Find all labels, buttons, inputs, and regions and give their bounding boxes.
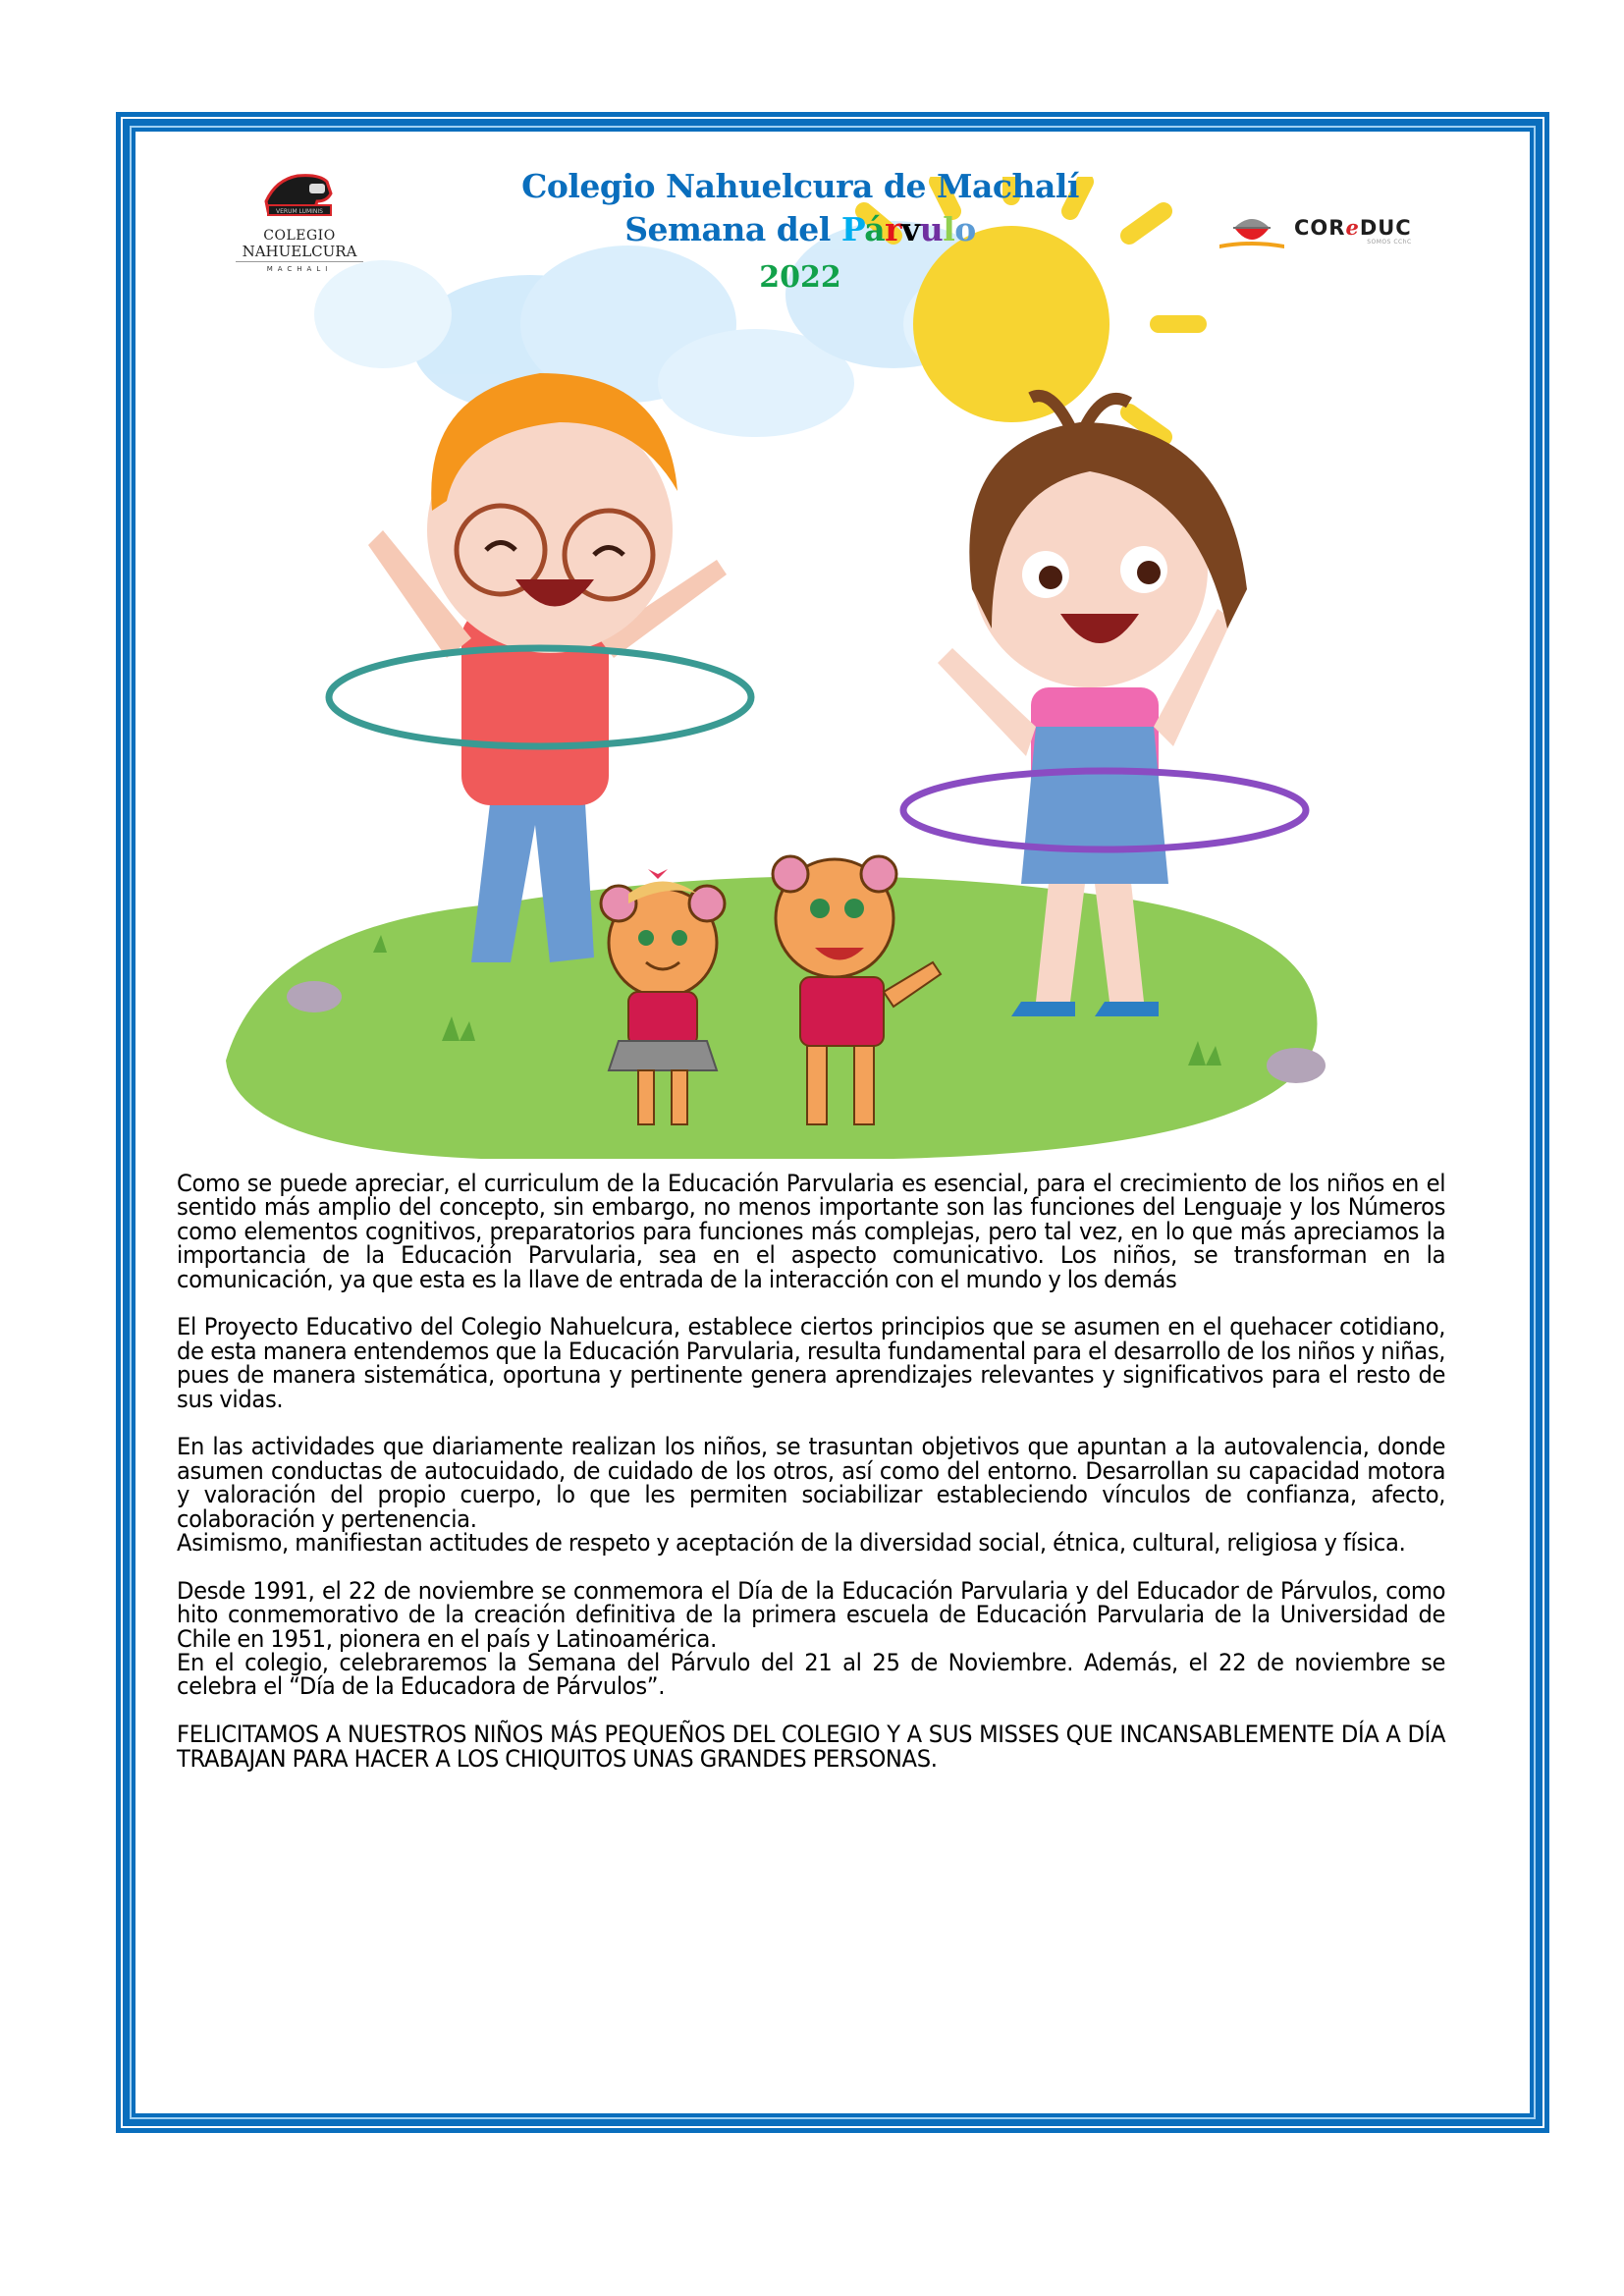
title-colored-letter: á [864, 210, 886, 248]
title-colored-letter: u [919, 210, 944, 248]
title-colored-letter: v [901, 210, 920, 248]
logo-text-nahuelcura: NAHUELCURA [236, 244, 363, 262]
paragraph-semana-del-parvulo: En el colegio, celebraremos la Semana del Párvulo del 21 al 25 de Noviembre. Además, el 22 de noviembre se celebra el “Día de la Educadora de Párvulos”. [177, 1649, 1446, 1701]
title-semana-del-parvulo: Semana del Párvulo [624, 210, 976, 248]
paragraph-desde-1991: Desde 1991, el 22 de noviembre se conmemora el Día de la Educación Parvularia y del Educador de Párvulos, como hito conmemorativo de la creación definitiva de la primera escuela de Educación Parvularia de la Universidad de Chile en 1951, pionera en el país y Latinoamérica. [177, 1576, 1446, 1653]
paragraph-curriculum: Como se puede apreciar, el curriculum de la Educación Parvularia es esencial, para el crecimiento de los niños en el sentido más amplio del concepto, sin embargo, no menos importante son las funciones del Lenguaje y los Números como elementos cognitivos, preparatorios para funciones más complejas, pero tal vez, en lo que más apreciamos la importancia de la Educación Parvularia, sea en el aspecto comunicativo. Los niños, se transforman en la comunicación, ya que esta es la llave de entrada de la interacción con el mundo y los demás [177, 1170, 1446, 1293]
logo-text-machali: MACHALI [266, 265, 333, 273]
logo-text-colegio: COLEGIO [263, 228, 336, 244]
title-colored-letter: o [954, 210, 976, 248]
title-colored-letter: r [885, 210, 902, 248]
paragraph-proyecto-educativo: El Proyecto Educativo del Colegio Nahuelcura, establece ciertos principios que se asumen en el quehacer cotidiano, de esta manera entendemos que la Educación Parvularia, resulta fundamental para el desarrollo de los niños y niñas, pues de manera sistemática, oportuna y pertinente genera aprendizajes relevantes y significativos para el resto de sus vidas. [177, 1313, 1446, 1413]
title-year: 2022 [759, 260, 841, 295]
paragraph-asimismo: Asimismo, manifiestan actitudes de respeto y aceptación de la diversidad social, étnica, cultural, religiosa y física. [177, 1529, 1406, 1558]
title-school-name: Colegio Nahuelcura de Machalí [521, 167, 1079, 205]
title-colored-letter: P [840, 210, 865, 248]
paragraph-actividades: En las actividades que diariamente realizan los niños, se trasuntan objetivos que apuntan a la autovalencia, donde asumen conductas de autocuidado, de cuidado de los otros, así como del entorno. Desarrollan su capacidad motora y valoración del propio cuerpo, lo que les permiten sociabilizar estableciendo vínculos de confianza, afecto, colaboración y pertenencia. [177, 1433, 1446, 1533]
hula-hoop-kids-illustration [206, 177, 1384, 1159]
page-title [412, 165, 1188, 301]
title-colored-word [841, 210, 976, 248]
svg-text:VERUM LUMINIS: VERUM LUMINIS [276, 208, 323, 215]
boy-character [329, 373, 751, 962]
coreduc-wordmark: COReDUC [1294, 214, 1412, 240]
coreduc-tagline: SOMOS CChC [1367, 238, 1412, 246]
paragraph-felicitaciones: FELICITAMOS A NUESTROS NIÑOS MÁS PEQUEÑOS DEL COLEGIO Y A SUS MISSES QUE INCANSABLEMENTE DÍA A DÍA TRABAJAN PARA HACER A LOS CHIQUITOS UNAS GRANDES PERSONAS. [177, 1721, 1446, 1773]
title-colored-letter: l [943, 210, 955, 248]
article-body [177, 1172, 1445, 1794]
